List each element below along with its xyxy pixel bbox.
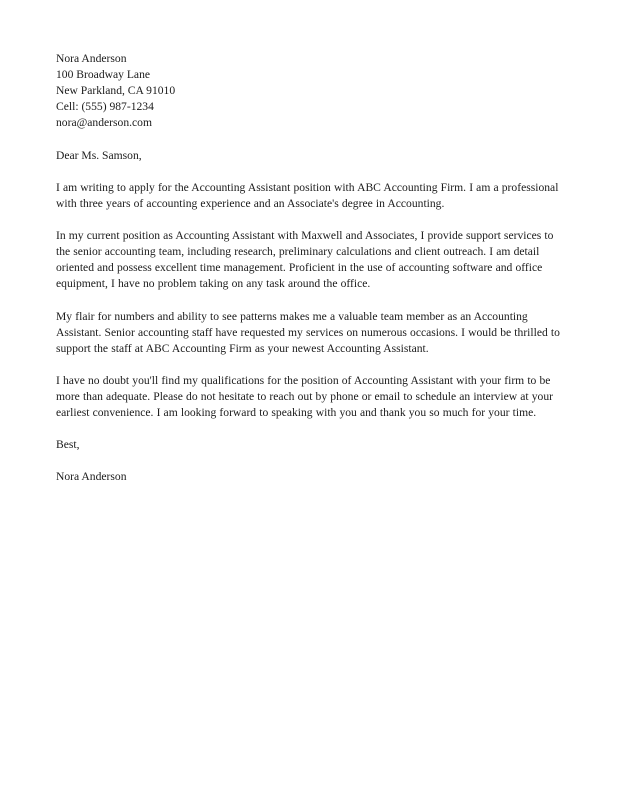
sender-address-block — [56, 51, 564, 131]
sender-email: nora@anderson.com — [56, 116, 152, 130]
body-paragraph: In my current position as Accounting Assistant with Maxwell and Associates, I provide support services to the senior accounting team, including research, preliminary calculations and client outreach. I am detail oriented and possess excellent time management. Proficient in the use of accounting software and office equipment, I have no problem taking on any task around the office. — [56, 229, 554, 291]
body-paragraph: I am writing to apply for the Accounting Assistant position with ABC Accounting Firm. I am a professional with three years of accounting experience and an Associate's degree in Accounting. — [56, 180, 559, 210]
spacer — [56, 357, 564, 373]
spacer — [56, 292, 564, 308]
letter-body — [56, 51, 564, 486]
sender-name: Nora Anderson — [56, 52, 127, 65]
salutation: Dear Ms. Samson, — [56, 148, 142, 162]
spacer — [56, 421, 564, 437]
closing-salutation: Best, — [56, 438, 80, 452]
sender-phone: Cell: (555) 987-1234 — [56, 100, 154, 114]
spacer — [56, 453, 564, 469]
body-paragraph: My flair for numbers and ability to see patterns makes me a valuable team member as an Accounting Assistant. Senior accounting staff have requested my services on numerous occasions. I would be thrilled to support the staff at ABC Accounting Firm as your newest Accounting Assistant. — [56, 309, 560, 355]
spacer — [56, 212, 564, 228]
spacer — [56, 164, 564, 180]
sender-street: 100 Broadway Lane — [56, 68, 151, 82]
body-paragraph: I have no doubt you'll find my qualifications for the position of Accounting Assistant with your firm to be more than adequate. Please do not hesitate to reach out by phone or email to schedule an interview at your earliest convenience. I am looking forward to speaking with you and thank you so much for your time. — [56, 373, 553, 420]
signature-name: Nora Anderson — [56, 470, 127, 484]
spacer — [56, 131, 564, 147]
sender-city-state-zip: New Parkland, CA 91010 — [56, 84, 176, 98]
